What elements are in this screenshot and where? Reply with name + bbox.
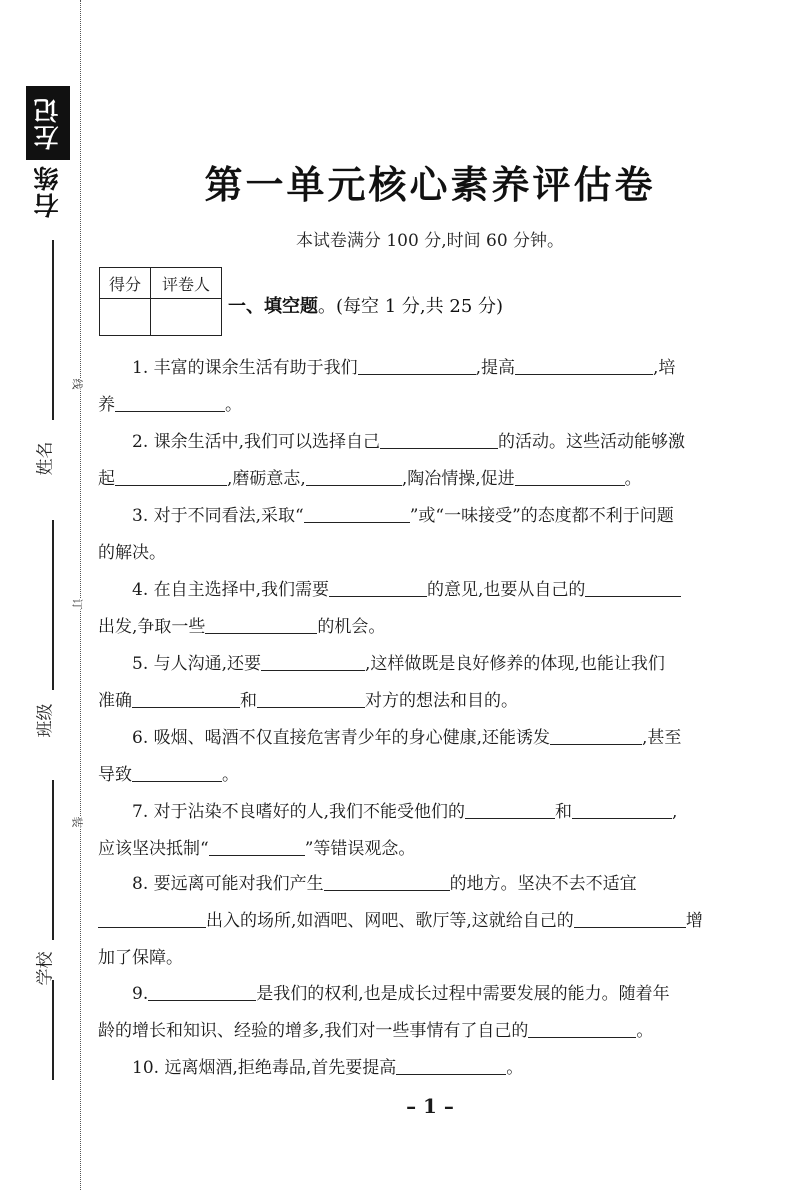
section-note: 。(每空 1 分,共 25 分) [318, 296, 504, 317]
cut-char-mount: 装 [70, 816, 84, 828]
q9-text-c: 龄的增长和知识、经验的增多,我们对一些事情有了自己的 [98, 1021, 529, 1041]
section-number: 一、 [228, 296, 264, 317]
q7-blank-1[interactable] [465, 798, 555, 819]
q4-text-d: 的机会。 [317, 617, 386, 637]
q4-blank-2[interactable] [585, 576, 681, 597]
q10-text-a: 10. 远离烟酒,拒绝毒品,首先要提高 [132, 1058, 397, 1078]
question-8 [98, 866, 746, 977]
q8-text-a: 8. 要远离可能对我们产生 [132, 874, 324, 894]
question-1 [98, 350, 746, 424]
question-2 [98, 424, 746, 498]
score-cell[interactable] [100, 299, 151, 336]
binding-cut-line [80, 0, 81, 1190]
class-label: 班级 [35, 703, 56, 738]
q6-blank-1[interactable] [550, 724, 642, 745]
class-line [52, 520, 54, 690]
q8-text-e: 加了保障。 [98, 948, 183, 968]
q5-blank-2[interactable] [132, 687, 240, 708]
q1-text-b: ,提高 [475, 358, 516, 378]
q9-text-b: 是我们的权利,也是成长过程中需要发展的能力。随着年 [256, 984, 670, 1004]
q3-text-c: 的解决。 [98, 543, 166, 563]
page-title: 第一单元核心素养评估卷 [204, 162, 656, 207]
q10-blank-1[interactable] [396, 1054, 506, 1075]
q8-blank-3[interactable] [574, 907, 686, 928]
school-line [52, 780, 54, 940]
q2-text-b: 的活动。这些活动能够激 [498, 432, 686, 452]
q6-text-c: 导致 [98, 765, 132, 785]
q9-text-d: 。 [636, 1021, 654, 1041]
q6-text-b: ,甚至 [642, 728, 682, 748]
q5-text-b: ,这样做既是良好修养的体现,也能让我们 [365, 654, 665, 674]
q5-text-c: 准确 [98, 691, 132, 711]
q3-text-b: ”或“一味接受”的态度都不利于问题 [409, 506, 674, 526]
name-label: 姓名 [35, 441, 56, 476]
q2-blank-4[interactable] [515, 465, 625, 486]
q5-text-e: 对方的想法和目的。 [365, 691, 518, 711]
q7-text-b: 和 [555, 802, 573, 822]
q6-blank-2[interactable] [132, 761, 222, 782]
q4-text-a: 4. 在自主选择中,我们需要 [132, 580, 330, 600]
score-table [99, 267, 222, 336]
q7-text-c: , [672, 802, 678, 822]
question-4 [98, 572, 746, 646]
brand-box-text: 左记 [26, 86, 70, 160]
q7-blank-2[interactable] [572, 798, 672, 819]
page-number: – 1 – [406, 1094, 454, 1118]
q5-text-d: 和 [240, 691, 257, 711]
q8-text-d: 增 [685, 911, 703, 931]
question-10 [98, 1050, 746, 1087]
q1-text-c: ,培 [653, 358, 676, 378]
section-heading [228, 292, 503, 318]
q2-text-a: 2. 课余生活中,我们可以选择自己 [132, 432, 381, 452]
cut-char-bind: 订 [70, 598, 84, 610]
school-label: 学校 [35, 951, 56, 986]
q9-blank-1[interactable] [148, 980, 256, 1001]
q7-text-a: 7. 对于沾染不良嗜好的人,我们不能受他们的 [132, 802, 466, 822]
q8-blank-1[interactable] [324, 870, 450, 891]
brand-text: 右练 [33, 164, 62, 218]
score-header: 得分 [100, 268, 151, 299]
q8-text-c: 出入的场所,如酒吧、网吧、歌厅等,这就给自己的 [206, 911, 574, 931]
q4-text-b: 的意见,也要从自己的 [427, 580, 586, 600]
cut-char-line: 线 [70, 378, 84, 390]
q5-blank-1[interactable] [261, 650, 365, 671]
grader-cell[interactable] [151, 299, 222, 336]
q6-text-a: 6. 吸烟、喝酒不仅直接危害青少年的身心健康,还能诱发 [132, 728, 551, 748]
q2-text-d: ,磨砺意志, [227, 469, 306, 489]
q1-blank-1[interactable] [358, 354, 476, 375]
grader-header: 评卷人 [151, 268, 222, 299]
q3-text-a: 3. 对于不同看法,采取“ [132, 506, 304, 526]
q1-text-d: 养 [98, 395, 115, 415]
q2-text-e: ,陶冶情操,促进 [401, 469, 515, 489]
question-5 [98, 646, 746, 720]
q2-text-f: 。 [624, 469, 642, 489]
q2-blank-3[interactable] [306, 465, 402, 486]
q4-blank-1[interactable] [329, 576, 427, 597]
q4-blank-3[interactable] [205, 613, 317, 634]
question-9 [98, 976, 746, 1050]
question-3 [98, 498, 746, 572]
question-7 [98, 794, 746, 868]
q1-text-e: 。 [225, 395, 242, 415]
q7-blank-3[interactable] [209, 835, 305, 856]
school-line-lower [52, 980, 54, 1080]
q5-blank-3[interactable] [257, 687, 365, 708]
exam-info: 本试卷满分 100 分,时间 60 分钟。 [295, 231, 565, 251]
q1-text-a: 1. 丰富的课余生活有助于我们 [132, 358, 358, 378]
name-line [52, 240, 54, 420]
q6-text-d: 。 [222, 765, 239, 785]
q7-text-e: ”等错误观念。 [304, 839, 416, 859]
brand-logo [22, 86, 74, 234]
q4-text-c: 出发,争取一些 [98, 617, 206, 637]
q3-blank-1[interactable] [304, 502, 410, 523]
q2-blank-2[interactable] [115, 465, 227, 486]
q8-text-b: 的地方。坚决不去不适宜 [449, 874, 637, 894]
q7-text-d: 应该坚决抵制“ [98, 839, 209, 859]
q5-text-a: 5. 与人沟通,还要 [132, 654, 262, 674]
q2-blank-1[interactable] [380, 428, 498, 449]
question-6 [98, 720, 746, 794]
q8-blank-2[interactable] [98, 907, 206, 928]
section-name: 填空题 [264, 296, 318, 317]
q9-blank-2[interactable] [528, 1017, 636, 1038]
q9-text-a: 9. [132, 984, 149, 1004]
q2-text-c: 起 [98, 469, 115, 489]
q10-text-b: 。 [506, 1058, 524, 1078]
q1-blank-3[interactable] [115, 391, 225, 412]
q1-blank-2[interactable] [515, 354, 653, 375]
